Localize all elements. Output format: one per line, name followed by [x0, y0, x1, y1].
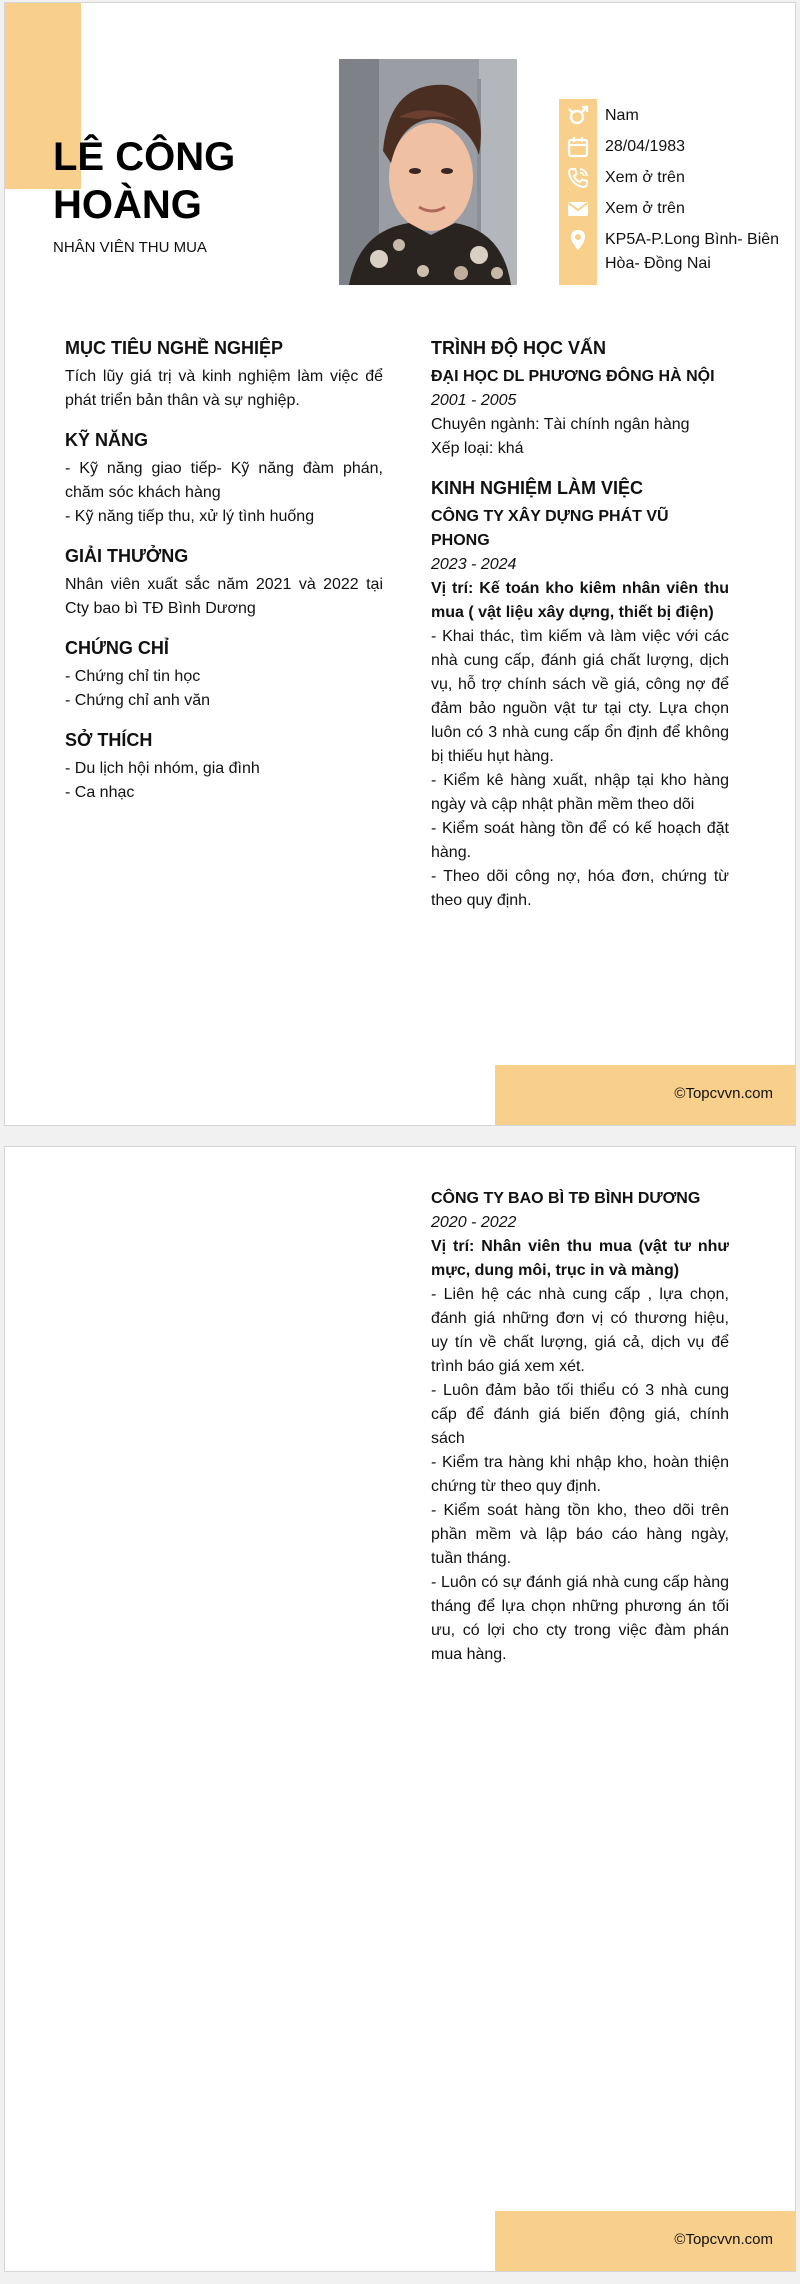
profile-photo: [339, 59, 517, 285]
school-name: ĐẠI HỌC DL PHƯƠNG ĐÔNG HÀ NỘI: [431, 368, 715, 385]
skills-heading: KỸ NĂNG: [65, 430, 149, 450]
hobby-item: - Du lịch hội nhóm, gia đình: [65, 760, 260, 777]
experience-section: [431, 475, 729, 913]
certificates-heading: CHỨNG CHỈ: [65, 638, 169, 658]
skills-section: [65, 427, 383, 529]
cv-page-2: [4, 1146, 796, 2272]
education-grade: Xếp loại: khá: [431, 440, 524, 457]
career-objective-heading: MỤC TIÊU NGHỀ NGHIỆP: [65, 338, 284, 358]
footer-watermark: ©Topcvvn.com: [674, 2231, 773, 2248]
job-duty: - Luôn có sự đánh giá nhà cung cấp hàng tháng để lựa chọn những phương án tối ưu, có lợi cho cty trong việc đàm phán mua hàng.: [431, 1574, 729, 1663]
certificates-section: [65, 635, 383, 713]
job-duty: - Khai thác, tìm kiếm và làm việc với các nhà cung cấp, đánh giá chất lượng, dịch vụ, hỗ trợ chính sách về giá, công nợ để đảm bảo nguồn vật tư tại cty. Lựa chọn luôn có 3 nhà cung cấp ổn định để không bị thiếu hụt hàng.: [431, 628, 729, 765]
contact-gender: [559, 101, 759, 131]
job-duty: - Luôn đảm bảo tối thiểu có 3 nhà cung cấp để đánh giá biến động giá, chính sách: [431, 1382, 729, 1447]
location-icon: [566, 228, 590, 252]
footer-watermark: ©Topcvvn.com: [674, 1085, 773, 1102]
birthdate-value: 28/04/1983: [605, 138, 686, 155]
cv-page-1: [4, 2, 796, 1126]
phone-icon: [566, 166, 590, 190]
skill-item: - Kỹ năng tiếp thu, xử lý tình huống: [65, 508, 315, 525]
right-column: [431, 335, 729, 927]
job-title: NHÂN VIÊN THU MUA: [53, 239, 207, 256]
contact-birthdate: [559, 132, 759, 162]
hobbies-section: [65, 727, 383, 805]
footer-band: [495, 2211, 795, 2271]
hobbies-heading: SỞ THÍCH: [65, 730, 153, 750]
contact-email: [559, 194, 759, 224]
awards-heading: GIẢI THƯỞNG: [65, 546, 189, 566]
education-heading: TRÌNH ĐỘ HỌC VẤN: [431, 338, 606, 358]
address-value: KP5A-P.Long Bình- Biên Hòa- Đồng Nai: [605, 231, 780, 272]
education-period: 2001 - 2005: [431, 392, 517, 409]
awards-section: [65, 543, 383, 621]
candidate-name: LÊ CÔNG HOÀNG: [53, 135, 236, 227]
career-objective-section: [65, 335, 383, 413]
job-position: Vị trí: Kế toán kho kiêm nhân viên thu mua ( vật liệu xây dựng, thiết bị điện): [431, 580, 729, 621]
education-major: Chuyên ngành: Tài chính ngân hàng: [431, 416, 690, 433]
job-period: 2020 - 2022: [431, 1214, 517, 1231]
education-section: [431, 335, 729, 461]
job-position: Vị trí: Nhân viên thu mua (vật tư như mực, dung môi, trục in và màng): [431, 1238, 729, 1279]
job-duty: - Kiểm tra hàng khi nhập kho, hoàn thiện chứng từ theo quy định.: [431, 1454, 729, 1495]
skill-item: - Kỹ năng giao tiếp- Kỹ năng đàm phán, chăm sóc khách hàng: [65, 460, 383, 501]
experience-job-2: [431, 1187, 729, 1667]
company-name: CÔNG TY XÂY DỰNG PHÁT VŨ PHONG: [431, 508, 669, 549]
right-column-continued: [431, 1187, 729, 1681]
career-objective-text: Tích lũy giá trị và kinh nghiệm làm việc để phát triển bản thân và sự nghiệp.: [65, 368, 383, 409]
awards-text: Nhân viên xuất sắc năm 2021 và 2022 tại Cty bao bì TĐ Bình Dương: [65, 576, 383, 617]
job-duty: - Liên hệ các nhà cung cấp , lựa chọn, đánh giá những đơn vị có thương hiệu, uy tín về chất lượng, giá cả, dịch vụ để trình báo giá xem xét.: [431, 1286, 729, 1375]
gender-icon: [566, 104, 590, 128]
email-value: Xem ở trên: [605, 200, 685, 217]
contact-phone: [559, 163, 759, 193]
job-duty: - Kiểm kê hàng xuất, nhập tại kho hàng ngày và cập nhật phần mềm theo dõi: [431, 772, 729, 813]
footer-band: [495, 1065, 795, 1125]
certificate-item: - Chứng chỉ anh văn: [65, 692, 211, 709]
email-icon: [566, 197, 590, 221]
contact-address: [559, 225, 780, 281]
certificate-item: - Chứng chỉ tin học: [65, 668, 201, 685]
job-duty: - Kiểm soát hàng tồn để có kế hoạch đặt hàng.: [431, 820, 729, 861]
phone-value: Xem ở trên: [605, 169, 685, 186]
job-duty: - Theo dõi công nợ, hóa đơn, chứng từ theo quy định.: [431, 868, 729, 909]
experience-heading: KINH NGHIỆM LÀM VIỆC: [431, 478, 644, 498]
job-period: 2023 - 2024: [431, 556, 517, 573]
left-column: [65, 335, 383, 819]
job-duty: - Kiểm soát hàng tồn kho, theo dõi trên phần mềm và lập báo cáo hàng ngày, tuần tháng.: [431, 1502, 729, 1567]
hobby-item: - Ca nhạc: [65, 784, 135, 801]
calendar-icon: [566, 135, 590, 159]
gender-value: Nam: [605, 107, 639, 124]
company-name: CÔNG TY BAO BÌ TĐ BÌNH DƯƠNG: [431, 1190, 701, 1207]
